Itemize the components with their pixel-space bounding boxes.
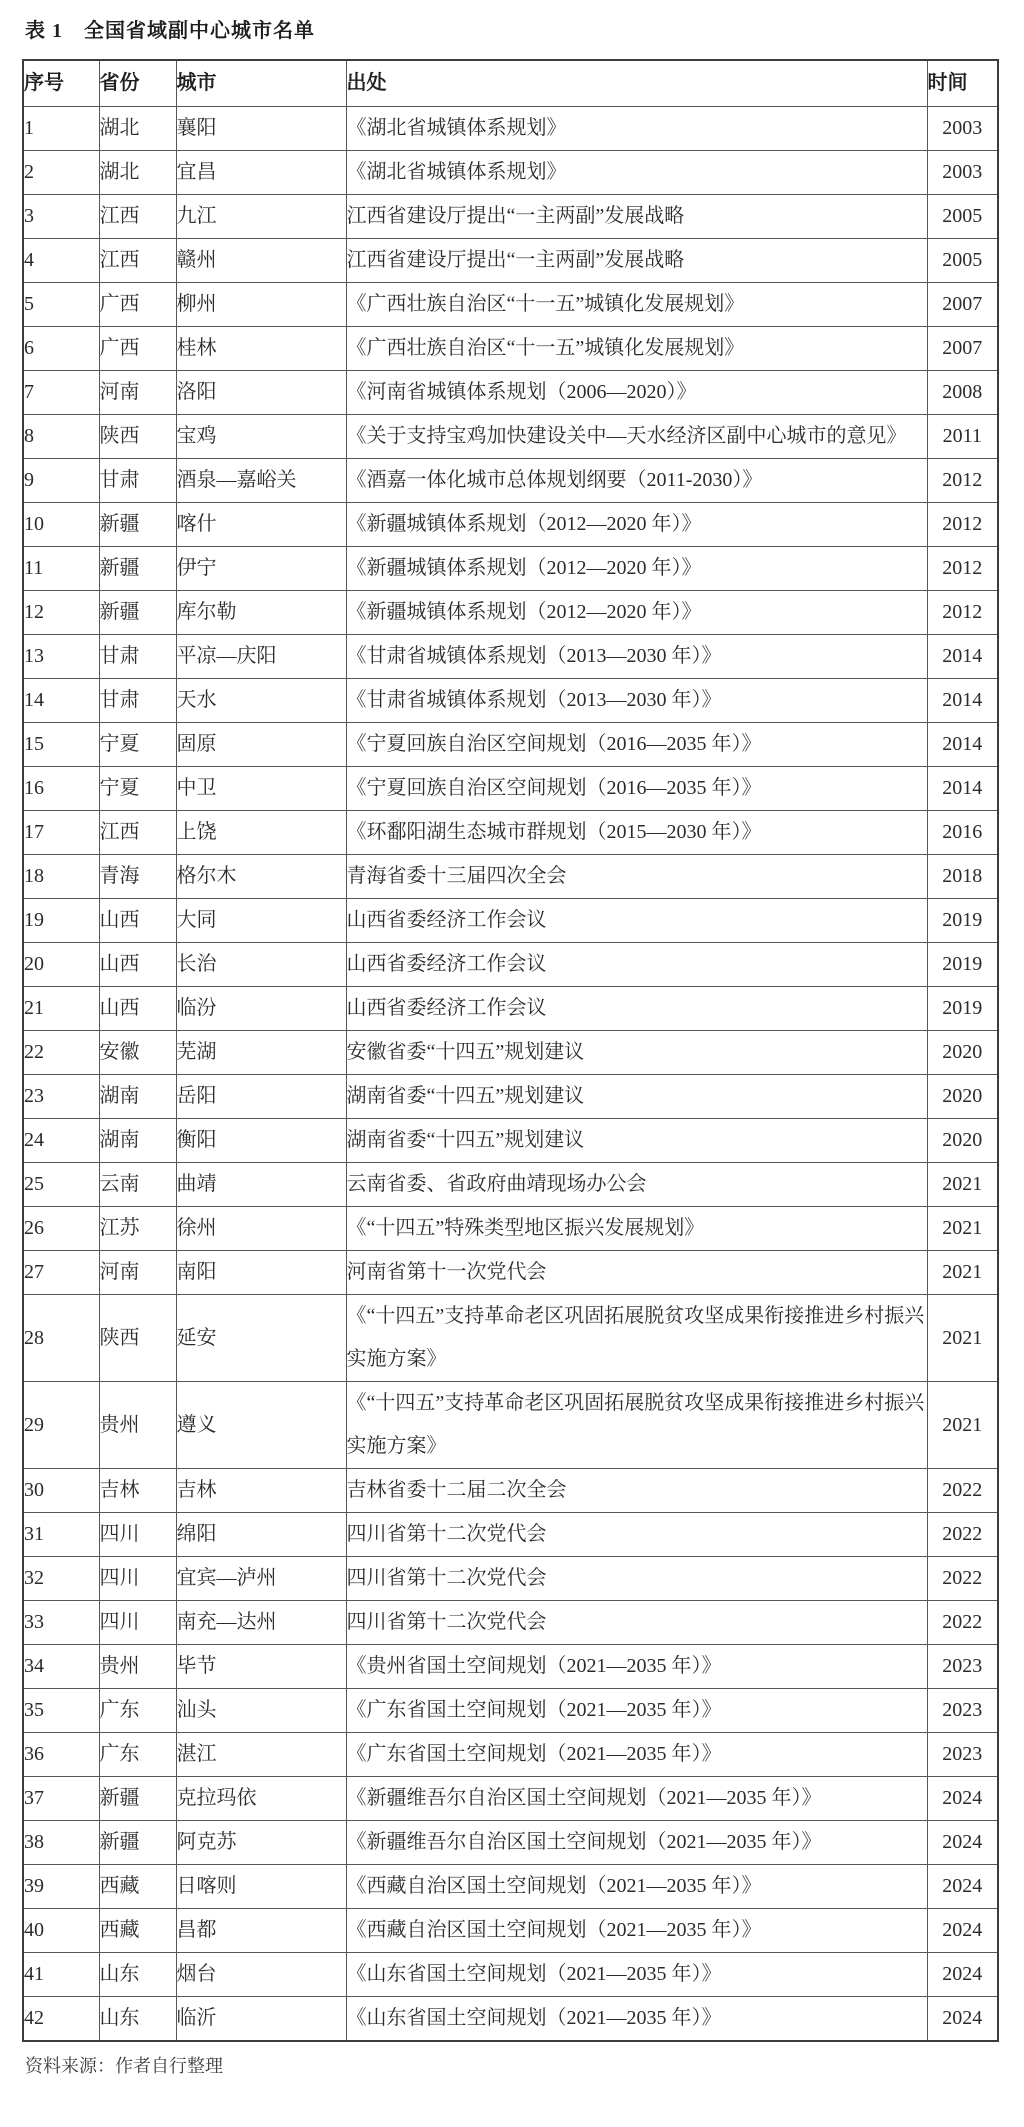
cell-province: 四川 <box>99 1601 176 1645</box>
cell-city: 襄阳 <box>176 107 346 151</box>
cell-city: 平凉—庆阳 <box>176 635 346 679</box>
cell-year: 2007 <box>927 327 998 371</box>
cell-source: 《“十四五”特殊类型地区振兴发展规划》 <box>346 1207 927 1251</box>
cell-city: 桂林 <box>176 327 346 371</box>
cell-source: 《宁夏回族自治区空间规划（2016—2035 年）》 <box>346 767 927 811</box>
cell-year: 2005 <box>927 239 998 283</box>
cell-city: 洛阳 <box>176 371 346 415</box>
cell-province: 河南 <box>99 1251 176 1295</box>
cell-no: 8 <box>23 415 99 459</box>
cell-no: 13 <box>23 635 99 679</box>
cell-city: 柳州 <box>176 283 346 327</box>
cell-no: 32 <box>23 1557 99 1601</box>
table-row <box>23 503 998 547</box>
cell-source: 《甘肃省城镇体系规划（2013—2030 年）》 <box>346 679 927 723</box>
cell-city: 徐州 <box>176 1207 346 1251</box>
cell-province: 西藏 <box>99 1909 176 1953</box>
cell-province: 江西 <box>99 239 176 283</box>
cell-province: 广东 <box>99 1689 176 1733</box>
cell-no: 9 <box>23 459 99 503</box>
cell-city: 格尔木 <box>176 855 346 899</box>
cell-province: 新疆 <box>99 503 176 547</box>
cell-no: 6 <box>23 327 99 371</box>
cell-province: 四川 <box>99 1557 176 1601</box>
cell-province: 宁夏 <box>99 723 176 767</box>
cell-city: 宜宾—泸州 <box>176 1557 346 1601</box>
cell-year: 2012 <box>927 503 998 547</box>
cell-no: 23 <box>23 1075 99 1119</box>
table-row <box>23 1645 998 1689</box>
cell-source: 《山东省国土空间规划（2021—2035 年）》 <box>346 1997 927 2042</box>
cell-no: 28 <box>23 1295 99 1382</box>
cell-city: 喀什 <box>176 503 346 547</box>
cell-city: 烟台 <box>176 1953 346 1997</box>
cell-source: 《西藏自治区国土空间规划（2021—2035 年）》 <box>346 1909 927 1953</box>
cell-province: 江苏 <box>99 1207 176 1251</box>
table-row <box>23 195 998 239</box>
cell-year: 2021 <box>927 1163 998 1207</box>
cell-province: 江西 <box>99 195 176 239</box>
cell-year: 2012 <box>927 591 998 635</box>
cell-source: 江西省建设厅提出“一主两副”发展战略 <box>346 239 927 283</box>
cell-province: 青海 <box>99 855 176 899</box>
cell-source: 《新疆维吾尔自治区国土空间规划（2021—2035 年）》 <box>346 1821 927 1865</box>
header-city: 城市 <box>176 60 346 107</box>
cell-province: 吉林 <box>99 1469 176 1513</box>
cell-source: 河南省第十一次党代会 <box>346 1251 927 1295</box>
cell-no: 41 <box>23 1953 99 1997</box>
cell-city: 毕节 <box>176 1645 346 1689</box>
cell-source: 山西省委经济工作会议 <box>346 899 927 943</box>
cell-source: 《广西壮族自治区“十一五”城镇化发展规划》 <box>346 327 927 371</box>
cell-city: 吉林 <box>176 1469 346 1513</box>
table-row <box>23 855 998 899</box>
cell-year: 2014 <box>927 767 998 811</box>
table-row <box>23 899 998 943</box>
cell-no: 24 <box>23 1119 99 1163</box>
cell-year: 2024 <box>927 1777 998 1821</box>
table-row <box>23 151 998 195</box>
cell-no: 40 <box>23 1909 99 1953</box>
cell-year: 2022 <box>927 1513 998 1557</box>
table-header <box>23 60 998 107</box>
cell-province: 新疆 <box>99 1777 176 1821</box>
cell-city: 延安 <box>176 1295 346 1382</box>
cell-year: 2012 <box>927 459 998 503</box>
cell-province: 陕西 <box>99 415 176 459</box>
header-year: 时间 <box>927 60 998 107</box>
table-row <box>23 943 998 987</box>
cell-city: 南阳 <box>176 1251 346 1295</box>
cell-province: 甘肃 <box>99 679 176 723</box>
cell-no: 18 <box>23 855 99 899</box>
table-row <box>23 1469 998 1513</box>
cell-city: 伊宁 <box>176 547 346 591</box>
cell-source: 湖南省委“十四五”规划建议 <box>346 1119 927 1163</box>
cell-source: 四川省第十二次党代会 <box>346 1557 927 1601</box>
header-province: 省份 <box>99 60 176 107</box>
table-row <box>23 1821 998 1865</box>
cell-year: 2021 <box>927 1382 998 1469</box>
cell-city: 日喀则 <box>176 1865 346 1909</box>
cell-province: 广西 <box>99 283 176 327</box>
table-row <box>23 371 998 415</box>
cell-no: 30 <box>23 1469 99 1513</box>
cell-year: 2023 <box>927 1733 998 1777</box>
cell-year: 2022 <box>927 1469 998 1513</box>
cell-city: 绵阳 <box>176 1513 346 1557</box>
cell-province: 新疆 <box>99 591 176 635</box>
cell-source: 安徽省委“十四五”规划建议 <box>346 1031 927 1075</box>
cell-year: 2023 <box>927 1689 998 1733</box>
cell-year: 2019 <box>927 899 998 943</box>
cell-city: 天水 <box>176 679 346 723</box>
cell-city: 大同 <box>176 899 346 943</box>
cell-year: 2011 <box>927 415 998 459</box>
cell-no: 38 <box>23 1821 99 1865</box>
cell-city: 克拉玛依 <box>176 1777 346 1821</box>
cell-source: 《甘肃省城镇体系规划（2013—2030 年）》 <box>346 635 927 679</box>
cell-source: 《湖北省城镇体系规划》 <box>346 151 927 195</box>
table-row <box>23 1075 998 1119</box>
cell-no: 36 <box>23 1733 99 1777</box>
table-row <box>23 283 998 327</box>
table-row <box>23 1207 998 1251</box>
cell-province: 湖南 <box>99 1075 176 1119</box>
cell-no: 37 <box>23 1777 99 1821</box>
cell-city: 湛江 <box>176 1733 346 1777</box>
table-body <box>23 107 998 2042</box>
table-title: 表 1 全国省域副中心城市名单 <box>25 20 315 42</box>
table-row <box>23 1865 998 1909</box>
cell-no: 10 <box>23 503 99 547</box>
cell-source: 《广东省国土空间规划（2021—2035 年）》 <box>346 1733 927 1777</box>
cell-no: 5 <box>23 283 99 327</box>
cell-city: 固原 <box>176 723 346 767</box>
cell-year: 2024 <box>927 1865 998 1909</box>
cell-no: 34 <box>23 1645 99 1689</box>
cell-year: 2022 <box>927 1601 998 1645</box>
cell-province: 甘肃 <box>99 635 176 679</box>
cell-no: 7 <box>23 371 99 415</box>
cell-province: 山西 <box>99 943 176 987</box>
cell-no: 31 <box>23 1513 99 1557</box>
cell-city: 昌都 <box>176 1909 346 1953</box>
cell-year: 2014 <box>927 679 998 723</box>
source-note: 资料来源：作者自行整理 <box>25 2056 223 2076</box>
cell-source: 《酒嘉一体化城市总体规划纲要（2011-2030）》 <box>346 459 927 503</box>
table-row <box>23 1689 998 1733</box>
cell-source: 《“十四五”支持革命老区巩固拓展脱贫攻坚成果衔接推进乡村振兴实施方案》 <box>346 1382 927 1469</box>
table-row <box>23 239 998 283</box>
cell-year: 2024 <box>927 1909 998 1953</box>
cell-year: 2003 <box>927 107 998 151</box>
cell-year: 2022 <box>927 1557 998 1601</box>
cell-no: 27 <box>23 1251 99 1295</box>
cell-source: 四川省第十二次党代会 <box>346 1513 927 1557</box>
table-row <box>23 1513 998 1557</box>
table-row <box>23 1733 998 1777</box>
cell-source: 吉林省委十二届二次全会 <box>346 1469 927 1513</box>
cell-source: 四川省第十二次党代会 <box>346 1601 927 1645</box>
cell-source: 《河南省城镇体系规划（2006—2020）》 <box>346 371 927 415</box>
cell-province: 湖南 <box>99 1119 176 1163</box>
table-row <box>23 635 998 679</box>
cell-year: 2008 <box>927 371 998 415</box>
cell-city: 宝鸡 <box>176 415 346 459</box>
cell-year: 2012 <box>927 547 998 591</box>
cell-no: 11 <box>23 547 99 591</box>
cell-year: 2024 <box>927 1821 998 1865</box>
cell-source: 《新疆城镇体系规划（2012—2020 年）》 <box>346 591 927 635</box>
table-row <box>23 1953 998 1997</box>
cell-province: 江西 <box>99 811 176 855</box>
cell-year: 2014 <box>927 635 998 679</box>
cell-source: 云南省委、省政府曲靖现场办公会 <box>346 1163 927 1207</box>
cell-province: 西藏 <box>99 1865 176 1909</box>
cell-source: 《新疆城镇体系规划（2012—2020 年）》 <box>346 547 927 591</box>
cell-city: 上饶 <box>176 811 346 855</box>
cell-source: 《西藏自治区国土空间规划（2021—2035 年）》 <box>346 1865 927 1909</box>
cell-no: 29 <box>23 1382 99 1469</box>
cell-city: 库尔勒 <box>176 591 346 635</box>
cell-year: 2018 <box>927 855 998 899</box>
cell-province: 甘肃 <box>99 459 176 503</box>
cell-source: 《关于支持宝鸡加快建设关中—天水经济区副中心城市的意见》 <box>346 415 927 459</box>
cell-no: 22 <box>23 1031 99 1075</box>
table-row <box>23 1382 998 1469</box>
cell-year: 2024 <box>927 1953 998 1997</box>
cell-no: 21 <box>23 987 99 1031</box>
header-no: 序号 <box>23 60 99 107</box>
cell-source: 《山东省国土空间规划（2021—2035 年）》 <box>346 1953 927 1997</box>
table-row <box>23 723 998 767</box>
cell-no: 14 <box>23 679 99 723</box>
cell-no: 35 <box>23 1689 99 1733</box>
table-row <box>23 547 998 591</box>
table-row <box>23 415 998 459</box>
cell-year: 2020 <box>927 1075 998 1119</box>
cell-province: 山西 <box>99 899 176 943</box>
table-row <box>23 1163 998 1207</box>
cell-city: 曲靖 <box>176 1163 346 1207</box>
table-row <box>23 811 998 855</box>
cell-no: 25 <box>23 1163 99 1207</box>
cell-city: 遵义 <box>176 1382 346 1469</box>
cell-source: 《广西壮族自治区“十一五”城镇化发展规划》 <box>346 283 927 327</box>
cell-city: 酒泉—嘉峪关 <box>176 459 346 503</box>
cell-city: 临汾 <box>176 987 346 1031</box>
cell-province: 云南 <box>99 1163 176 1207</box>
cell-year: 2021 <box>927 1251 998 1295</box>
cell-no: 2 <box>23 151 99 195</box>
cell-no: 17 <box>23 811 99 855</box>
cell-province: 河南 <box>99 371 176 415</box>
cell-year: 2003 <box>927 151 998 195</box>
cell-year: 2021 <box>927 1295 998 1382</box>
cell-city: 南充—达州 <box>176 1601 346 1645</box>
cell-source: 《环鄱阳湖生态城市群规划（2015—2030 年）》 <box>346 811 927 855</box>
cell-city: 赣州 <box>176 239 346 283</box>
cell-source: 湖南省委“十四五”规划建议 <box>346 1075 927 1119</box>
table-row <box>23 1031 998 1075</box>
cell-source: 山西省委经济工作会议 <box>346 987 927 1031</box>
cell-province: 陕西 <box>99 1295 176 1382</box>
cell-year: 2016 <box>927 811 998 855</box>
cell-no: 4 <box>23 239 99 283</box>
cell-province: 山东 <box>99 1997 176 2042</box>
cell-no: 3 <box>23 195 99 239</box>
cell-city: 长治 <box>176 943 346 987</box>
header-source: 出处 <box>346 60 927 107</box>
cell-year: 2023 <box>927 1645 998 1689</box>
cell-source: 《新疆维吾尔自治区国土空间规划（2021—2035 年）》 <box>346 1777 927 1821</box>
cell-province: 山东 <box>99 1953 176 1997</box>
cell-year: 2019 <box>927 987 998 1031</box>
cell-no: 12 <box>23 591 99 635</box>
cell-city: 岳阳 <box>176 1075 346 1119</box>
table-row <box>23 1601 998 1645</box>
cell-city: 衡阳 <box>176 1119 346 1163</box>
cell-city: 芜湖 <box>176 1031 346 1075</box>
table-row <box>23 1557 998 1601</box>
cell-source: 《贵州省国土空间规划（2021—2035 年）》 <box>346 1645 927 1689</box>
cell-year: 2021 <box>927 1207 998 1251</box>
cell-no: 20 <box>23 943 99 987</box>
cell-province: 新疆 <box>99 1821 176 1865</box>
cell-city: 阿克苏 <box>176 1821 346 1865</box>
cell-source: 江西省建设厅提出“一主两副”发展战略 <box>346 195 927 239</box>
cell-province: 山西 <box>99 987 176 1031</box>
cell-source: 青海省委十三届四次全会 <box>346 855 927 899</box>
table-row <box>23 591 998 635</box>
cell-source: 《宁夏回族自治区空间规划（2016—2035 年）》 <box>346 723 927 767</box>
cell-year: 2020 <box>927 1031 998 1075</box>
cell-year: 2005 <box>927 195 998 239</box>
cell-province: 湖北 <box>99 107 176 151</box>
table-row <box>23 1251 998 1295</box>
cell-no: 33 <box>23 1601 99 1645</box>
cell-city: 中卫 <box>176 767 346 811</box>
table-row <box>23 679 998 723</box>
cell-year: 2024 <box>927 1997 998 2042</box>
cell-province: 四川 <box>99 1513 176 1557</box>
cell-source: 《广东省国土空间规划（2021—2035 年）》 <box>346 1689 927 1733</box>
cell-source: 《湖北省城镇体系规划》 <box>346 107 927 151</box>
table-row <box>23 327 998 371</box>
cell-no: 16 <box>23 767 99 811</box>
header-row <box>23 60 998 107</box>
table-row <box>23 987 998 1031</box>
cell-province: 新疆 <box>99 547 176 591</box>
cell-province: 贵州 <box>99 1645 176 1689</box>
table-row <box>23 767 998 811</box>
cell-province: 贵州 <box>99 1382 176 1469</box>
cell-city: 宜昌 <box>176 151 346 195</box>
table-row <box>23 1997 998 2042</box>
cell-no: 39 <box>23 1865 99 1909</box>
cell-city: 临沂 <box>176 1997 346 2042</box>
cell-no: 15 <box>23 723 99 767</box>
city-table <box>22 59 999 2042</box>
cell-no: 1 <box>23 107 99 151</box>
table-row <box>23 459 998 503</box>
cell-year: 2007 <box>927 283 998 327</box>
cell-source: 《新疆城镇体系规划（2012—2020 年）》 <box>346 503 927 547</box>
table-row <box>23 1295 998 1382</box>
table-row <box>23 1909 998 1953</box>
table-row <box>23 107 998 151</box>
cell-no: 42 <box>23 1997 99 2042</box>
cell-province: 广西 <box>99 327 176 371</box>
cell-province: 安徽 <box>99 1031 176 1075</box>
cell-year: 2020 <box>927 1119 998 1163</box>
cell-no: 19 <box>23 899 99 943</box>
table-row <box>23 1777 998 1821</box>
cell-city: 九江 <box>176 195 346 239</box>
cell-province: 宁夏 <box>99 767 176 811</box>
cell-province: 广东 <box>99 1733 176 1777</box>
cell-province: 湖北 <box>99 151 176 195</box>
table-row <box>23 1119 998 1163</box>
cell-year: 2014 <box>927 723 998 767</box>
cell-city: 汕头 <box>176 1689 346 1733</box>
cell-source: 《“十四五”支持革命老区巩固拓展脱贫攻坚成果衔接推进乡村振兴实施方案》 <box>346 1295 927 1382</box>
cell-year: 2019 <box>927 943 998 987</box>
cell-source: 山西省委经济工作会议 <box>346 943 927 987</box>
cell-no: 26 <box>23 1207 99 1251</box>
